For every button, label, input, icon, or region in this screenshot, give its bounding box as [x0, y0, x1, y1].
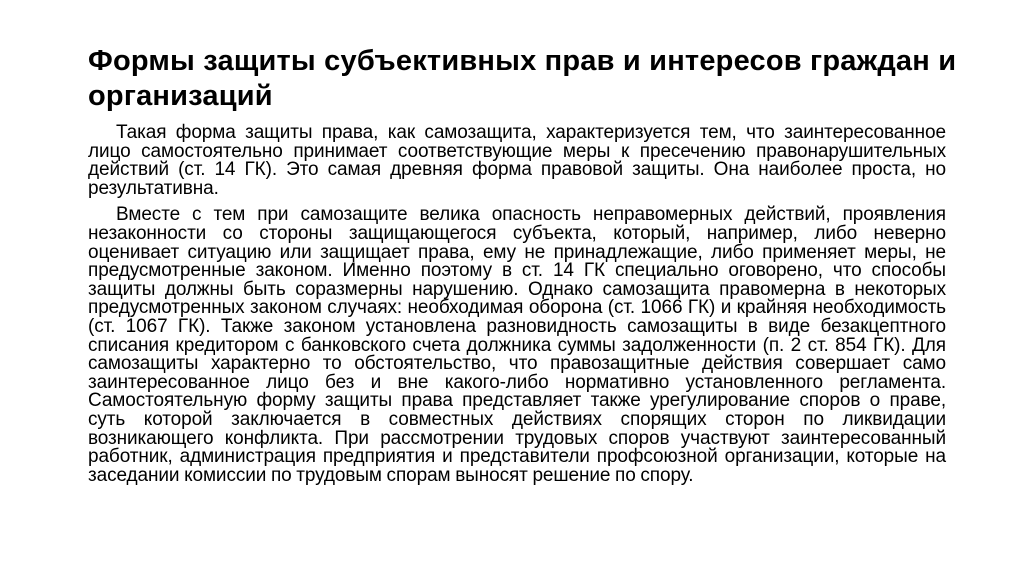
body-paragraph-1: Такая форма защиты права, как самозащита, характеризуется тем, что заинтересованное лицо самостоятельно принимает соответствующие меры к пресечению правонарушительных действий (ст. 14 ГК). Это самая древняя форма правовой защиты. Она наиболее проста, но результативна.: [88, 122, 946, 199]
body-paragraph-2: Вместе с тем при самозащите велика опасность неправомерных действий, проявления незаконности со стороны защищающегося субъекта, который, например, либо неверно оценивает ситуацию или защищает права, ему не принадлежащие, либо применяет меры, не предусмотренные законом. Именно поэтому в ст. 14 ГК специально оговорено, что способы защиты должны быть соразмерны нарушению. Однако самозащита правомерна в некоторых предусмотренных законом случаях: необходимая оборона (ст. 1066 ГК) и крайняя необходимость (ст. 1067 ГК). Также законом установлена разновидность самозащиты в виде безакцептного списания кредитором с банковского счета должника суммы задолженности (п. 2 ст. 854 ГК). Для самозащиты характерно то обстоятельство, что правозащитные действия совершает само заинтересованное лицо без и вне какого-либо нормативно установленного регламента. Самостоятельную форму защиты права представляет также урегулирование споров о праве, суть которой заключается в совместных действиях спорящих сторон по ликвидации возникающего конфликта. При рассмотрении трудовых споров участвуют заинтересованный работник, администрация предприятия и представители профсоюзной организации, которые на заседании комиссии по трудовым спорам выносят решение по спору.: [88, 204, 946, 486]
slide-body: [88, 124, 946, 485]
slide-title: Формы защиты субъективных прав и интересов граждан и организаций: [88, 45, 957, 112]
